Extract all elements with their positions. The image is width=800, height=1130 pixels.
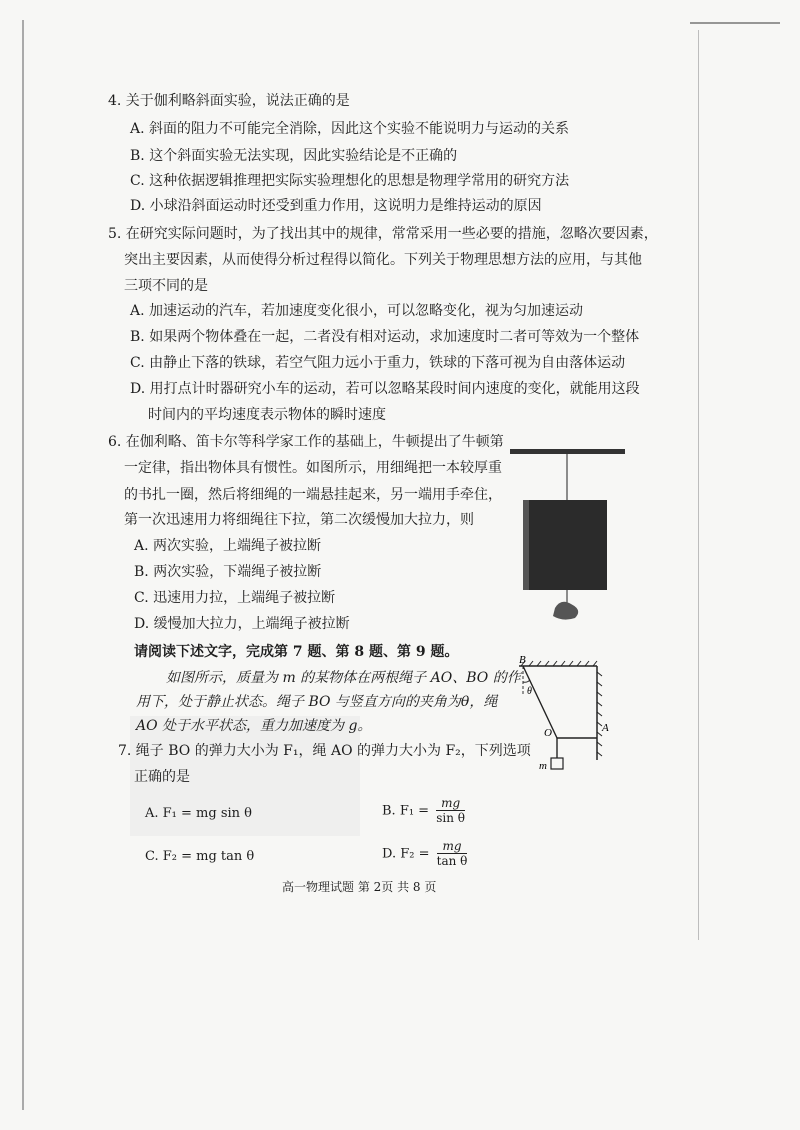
label-m: m bbox=[539, 760, 547, 772]
q6-option-a: A. 两次实验，上端绳子被拉断 bbox=[134, 538, 322, 554]
theta-arc bbox=[523, 680, 530, 682]
mass-block bbox=[551, 758, 563, 769]
q5-option-d: D. 用打点计时器研究小车的运动，若可以忽略某段时间内速度的变化，就能用这段 bbox=[130, 381, 640, 397]
q6-stem-line-3: 的书扎一圈，然后将细绳的一端悬挂起来，另一端用手牵住， bbox=[124, 487, 502, 503]
q6-stem-line-1: 6. 在伽利略、笛卡尔等科学家工作的基础上，牛顿提出了牛顿第 bbox=[108, 434, 504, 450]
q5-stem-line-1: 5. 在研究实际问题时，为了找出其中的规律，常常采用一些必要的措施，忽略次要因素， bbox=[108, 226, 658, 242]
q7-option-c: C. F₂ = mg tan θ bbox=[145, 849, 255, 864]
book-spine-highlight bbox=[523, 500, 529, 590]
q5-option-b: B. 如果两个物体叠在一起，二者没有相对运动，求加速度时二者可等效为一个整体 bbox=[130, 329, 640, 345]
page-footer: 高一物理试题 第 2页 共 8 页 bbox=[282, 880, 437, 894]
q4-option-c: C. 这种依据逻辑推理把实际实验理想化的思想是物理学常用的研究方法 bbox=[130, 173, 570, 189]
label-o: O bbox=[544, 727, 552, 739]
reading-instruction: 请阅读下述文字，完成第 7 题、第 8 题、第 9 题。 bbox=[134, 644, 459, 660]
passage-line-1: 如图所示，质量为 m 的某物体在两根绳子 AO、BO 的作 bbox=[166, 670, 521, 686]
q4-stem: 4. 关于伽利略斜面实验，说法正确的是 bbox=[108, 93, 350, 109]
q7-option-d-prefix: D. F₂ = bbox=[382, 846, 430, 862]
q7-option-b bbox=[382, 796, 465, 826]
q7-stem-line-2: 正确的是 bbox=[134, 769, 190, 785]
label-a: A bbox=[602, 722, 609, 734]
q4-option-d: D. 小球沿斜面运动时还受到重力作用，这说明力是维持运动的原因 bbox=[130, 198, 542, 214]
hanging-bar bbox=[510, 449, 625, 454]
book-hanging-photo bbox=[505, 440, 630, 620]
q5-option-d-continued: 时间内的平均速度表示物体的瞬时速度 bbox=[148, 407, 386, 423]
q6-option-c: C. 迅速用力拉，上端绳子被拉断 bbox=[134, 590, 336, 606]
passage-line-2: 用下，处于静止状态。绳子 BO 与竖直方向的夹角为θ，绳 bbox=[136, 694, 498, 710]
scan-edge-right bbox=[698, 30, 699, 940]
q6-option-d: D. 缓慢加大拉力，上端绳子被拉断 bbox=[134, 616, 350, 632]
q7-option-b-fraction bbox=[436, 796, 465, 826]
q7-stem-line-1: 7. 绳子 BO 的弹力大小为 F₁，绳 AO 的弹力大小为 F₂，下列选项 bbox=[118, 743, 531, 759]
label-theta: θ bbox=[527, 686, 532, 697]
q6-option-b: B. 两次实验，下端绳子被拉断 bbox=[134, 564, 322, 580]
q5-stem-line-2: 突出主要因素，从而使得分析过程得以简化。下列关于物理思想方法的应用，与其他 bbox=[124, 252, 642, 268]
q4-option-b: B. 这个斜面实验无法实现，因此实验结论是不正确的 bbox=[130, 148, 458, 164]
scan-edge-top bbox=[690, 22, 780, 24]
hand bbox=[553, 602, 578, 620]
passage-line-3: AO 处于水平状态，重力加速度为 g。 bbox=[136, 718, 372, 734]
q4-option-a: A. 斜面的阻力不可能完全消除，因此这个实验不能说明力与运动的关系 bbox=[130, 121, 570, 137]
q7-option-d bbox=[382, 839, 467, 869]
label-b: B bbox=[519, 654, 526, 666]
q7-option-d-numerator: mg bbox=[437, 839, 468, 854]
q7-option-b-prefix: B. F₁ = bbox=[382, 803, 430, 819]
q6-stem-line-4: 第一次迅速用力将细绳往下拉，第二次缓慢加大拉力，则 bbox=[124, 512, 474, 528]
rope-diagram bbox=[515, 652, 625, 778]
q7-option-a: A. F₁ = mg sin θ bbox=[145, 806, 252, 821]
q5-stem-line-3: 三项不同的是 bbox=[124, 278, 208, 294]
q7-option-b-numerator: mg bbox=[436, 796, 465, 811]
q7-option-b-denominator: sin θ bbox=[436, 811, 465, 825]
q7-option-d-fraction bbox=[437, 839, 468, 869]
q6-stem-line-2: 一定律，指出物体具有惯性。如图所示，用细绳把一本较厚重 bbox=[124, 460, 502, 476]
q5-option-a: A. 加速运动的汽车，若加速度变化很小，可以忽略变化，视为匀加速运动 bbox=[130, 303, 584, 319]
book bbox=[523, 500, 607, 590]
q7-option-d-denominator: tan θ bbox=[436, 854, 468, 868]
q5-option-c: C. 由静止下落的铁球，若空气阻力远小于重力，铁球的下落可视为自由落体运动 bbox=[130, 355, 626, 371]
scan-edge-left bbox=[22, 20, 24, 1110]
